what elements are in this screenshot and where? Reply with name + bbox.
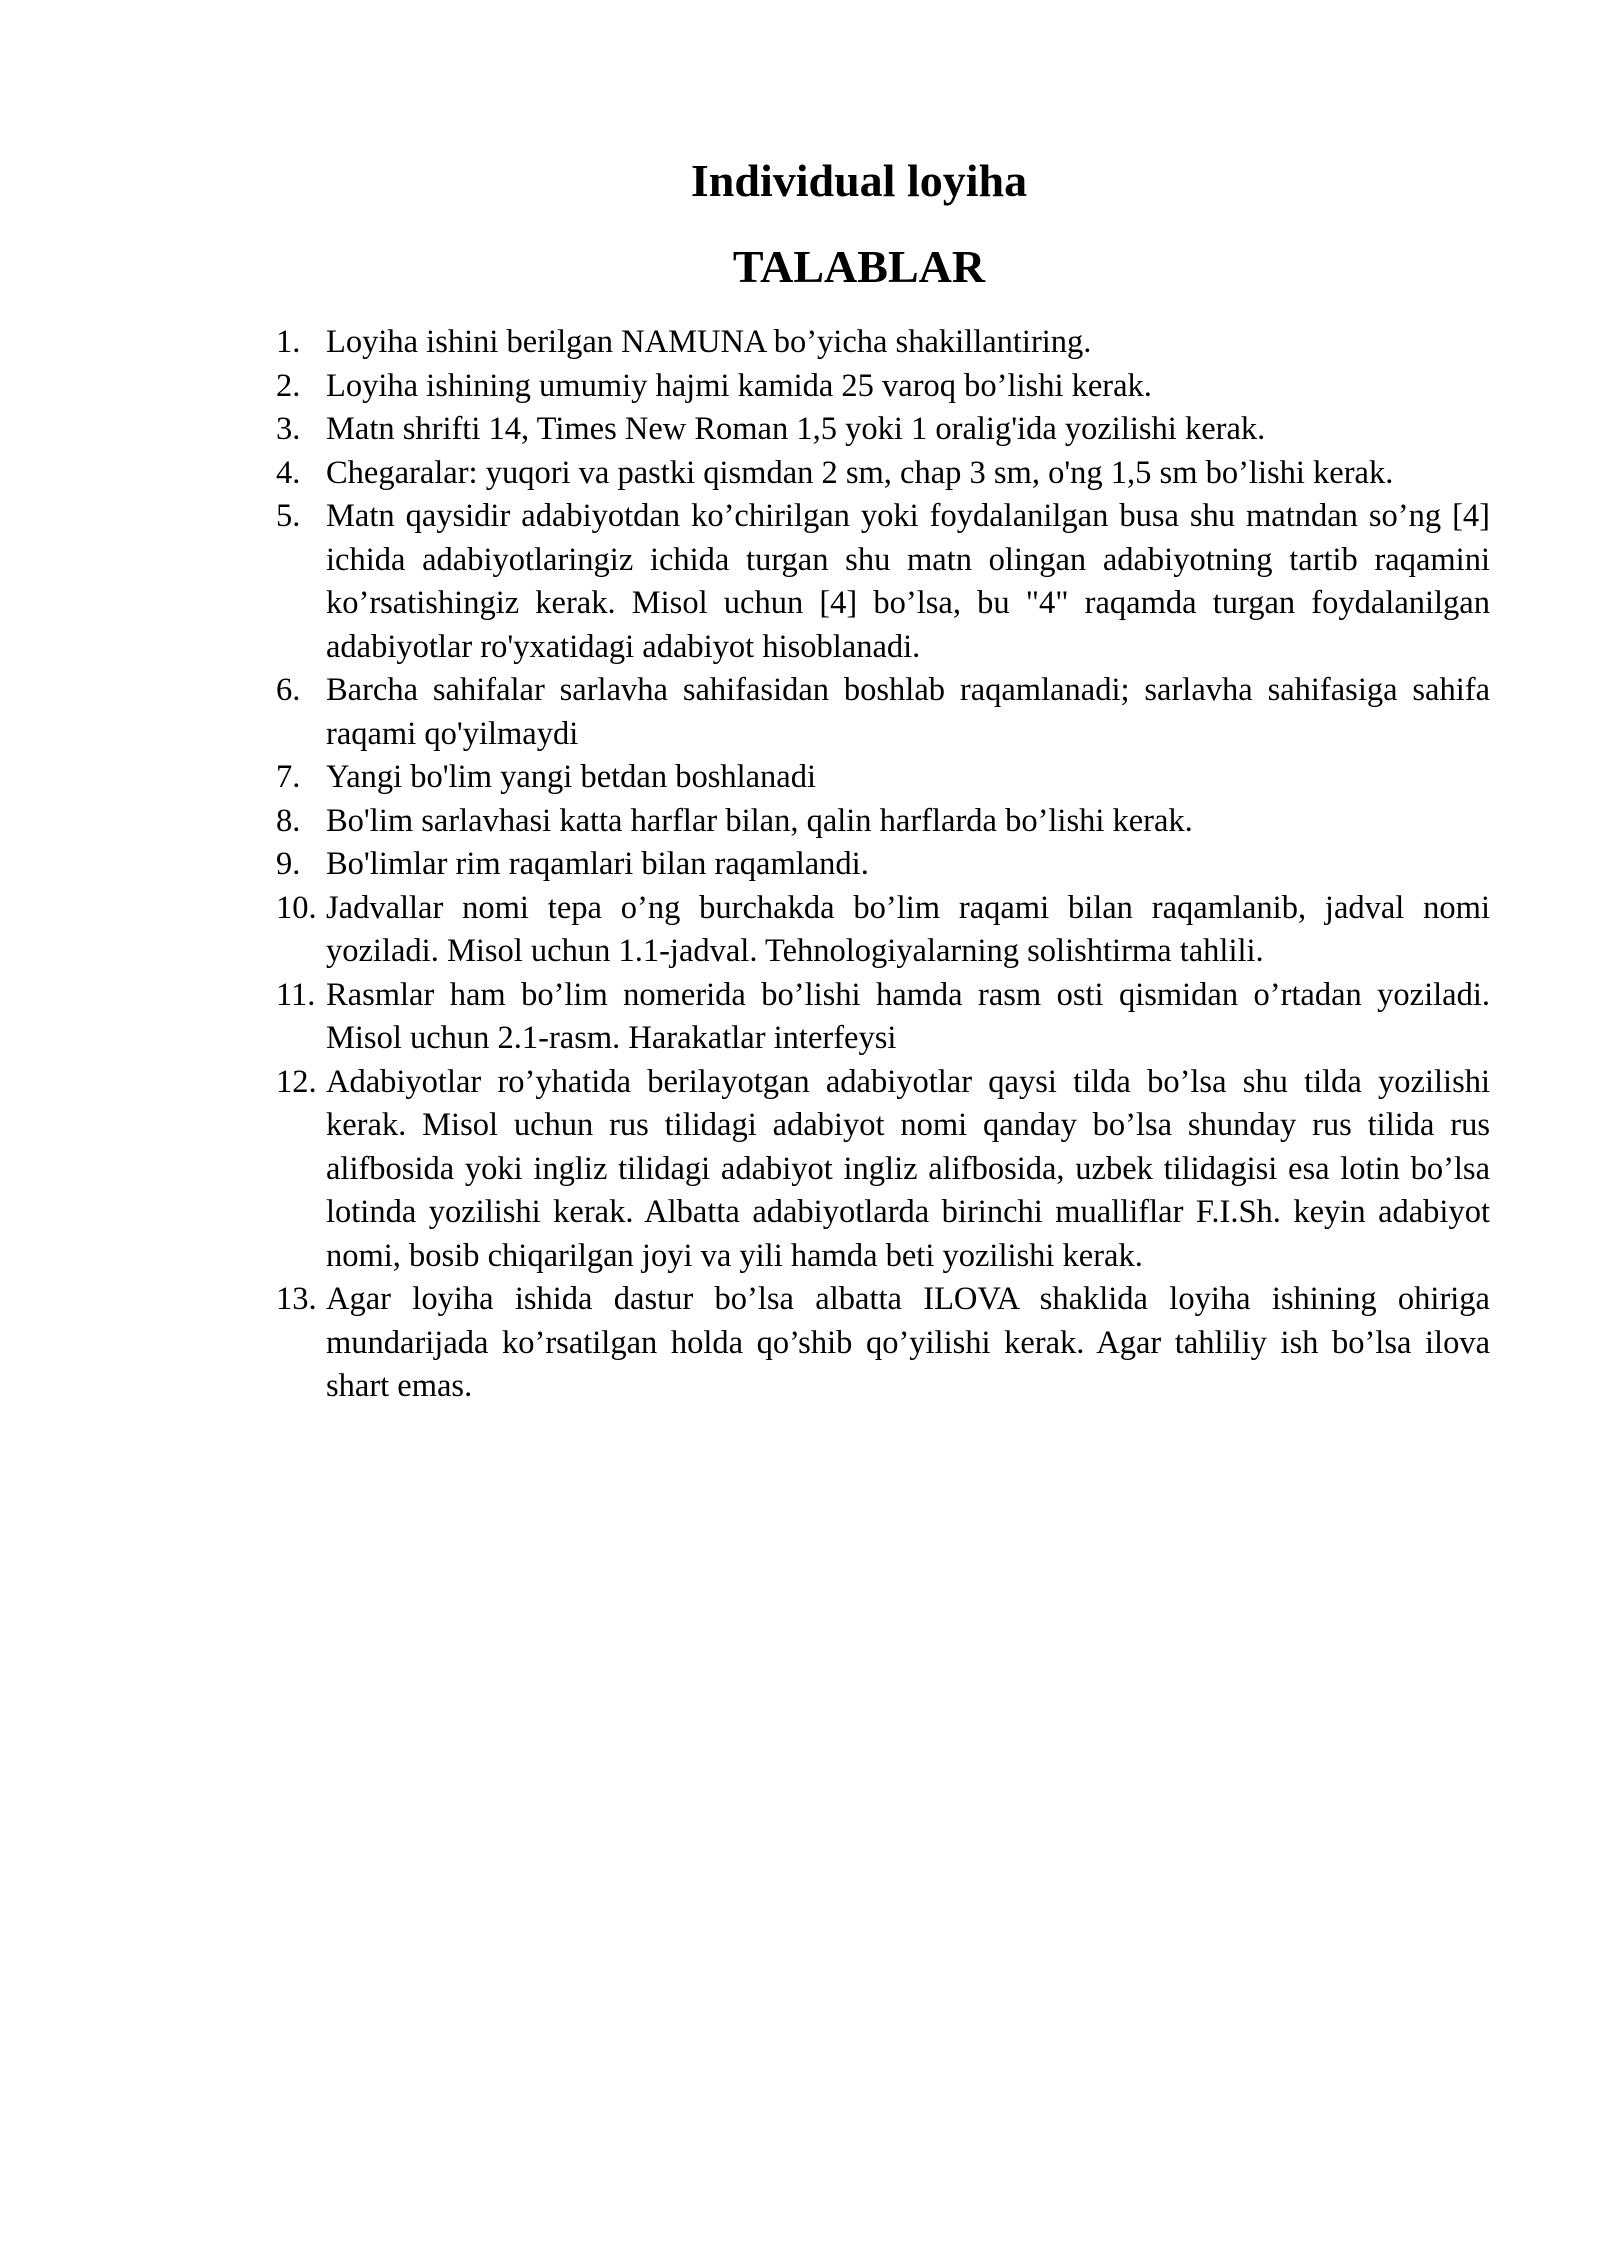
item-number: 2. bbox=[276, 367, 301, 404]
item-text: Bo'lim sarlavhasi katta harflar bilan, qalin harflarda bo’lishi kerak. bbox=[326, 802, 1193, 839]
list-item bbox=[276, 365, 1490, 409]
item-text: Yangi bo'lim yangi betdan boshlanadi bbox=[326, 759, 817, 795]
list-item bbox=[276, 321, 1490, 365]
list-item bbox=[276, 1278, 1490, 1409]
item-text: Loyiha ishini berilgan NAMUNA bo’yicha shakillantiring. bbox=[326, 324, 1092, 360]
item-text: Barcha sahifalar sarlavha sahifasidan boshlab raqamlanadi; sarlavha sahifasiga sahifa raqami qo'yilmaydi bbox=[326, 672, 1490, 752]
item-number: 3. bbox=[276, 411, 301, 447]
item-number: 5. bbox=[276, 498, 301, 534]
item-text: Rasmlar ham bo’lim nomerida bo’lishi hamda rasm osti qismidan o’rtadan yoziladi. Misol uchun 2.1-rasm. Harakatlar interfeysi bbox=[326, 976, 1490, 1056]
item-text: Matn qaysidir adabiyotdan ko’chirilgan yoki foydalanilgan busa shu matndan so’ng [4] ichida adabiyotlaringiz ichida turgan shu matn olingan adabiyotning tartib raqamini ko’rsatishingiz kerak. Misol uchun [4] bo’lsa, bu "4" raqamda turgan foydalanilgan adabiyotlar ro'yxatidagi adabiyot hisoblanadi. bbox=[326, 498, 1490, 665]
item-text: Agar loyiha ishida dastur bo’lsa albatta ILOVA shaklida loyiha ishining ohiriga mundarijada ko’rsatilgan holda qo’shib qo’yilishi kerak. Agar tahliliy ish bo’lsa ilova shart emas. bbox=[326, 1281, 1490, 1404]
list-item bbox=[276, 756, 1490, 800]
item-number: 6. bbox=[276, 672, 301, 708]
item-text: Adabiyotlar ro’yhatida berilayotgan adabiyotlar qaysi tilda bo’lsa shu tilda yozilishi kerak. Misol uchun rus tilidagi adabiyot nomi qanday bo’lsa shunday rus tilida rus alifbosida yoki ingliz tilidagi adabiyot ingliz alifbosida, uzbek tilidagisi esa lotin bo’lsa lotinda yozilishi kerak. Albatta adabiyotlarda birinchi mualliflar F.I.Sh. keyin adabiyot nomi, bosib chiqarilgan joyi va yili hamda beti yozilishi kerak. bbox=[326, 1063, 1490, 1274]
list-item bbox=[276, 843, 1490, 887]
item-text: Chegaralar: yuqori va pastki qismdan 2 sm, chap 3 sm, o'ng 1,5 sm bo’lishi kerak. bbox=[326, 454, 1394, 491]
item-text: Bo'limlar rim raqamlari bilan raqamlandi. bbox=[326, 846, 869, 882]
requirements-list bbox=[276, 321, 1490, 1409]
list-item bbox=[276, 495, 1490, 669]
item-number: 4. bbox=[276, 454, 301, 491]
item-number: 7. bbox=[276, 759, 301, 795]
item-number: 10. bbox=[276, 889, 317, 926]
list-item bbox=[276, 800, 1490, 844]
item-text: Matn shrifti 14, Times New Roman 1,5 yoki 1 oralig'ida yozilishi kerak. bbox=[326, 411, 1266, 447]
document-title: Individual loyiha bbox=[690, 155, 1028, 206]
item-text: Loyiha ishining umumiy hajmi kamida 25 varoq bo’lishi kerak. bbox=[326, 367, 1152, 404]
item-number: 12. bbox=[276, 1063, 317, 1100]
item-number: 1. bbox=[276, 324, 301, 360]
list-item bbox=[276, 669, 1490, 756]
item-text: Jadvallar nomi tepa o’ng burchakda bo’lim raqami bilan raqamlanib, jadval nomi yoziladi. Misol uchun 1.1-jadval. Tehnologiyalarning solishtirma tahlili. bbox=[326, 889, 1490, 969]
list-item bbox=[276, 1061, 1490, 1279]
list-item bbox=[276, 974, 1490, 1061]
document-subtitle: TALABLAR bbox=[732, 241, 986, 292]
item-number: 11. bbox=[276, 976, 316, 1013]
item-number: 13. bbox=[276, 1281, 317, 1317]
list-item bbox=[276, 452, 1490, 496]
item-number: 9. bbox=[276, 846, 301, 882]
list-item bbox=[276, 887, 1490, 974]
list-item bbox=[276, 408, 1490, 452]
item-number: 8. bbox=[276, 802, 301, 839]
